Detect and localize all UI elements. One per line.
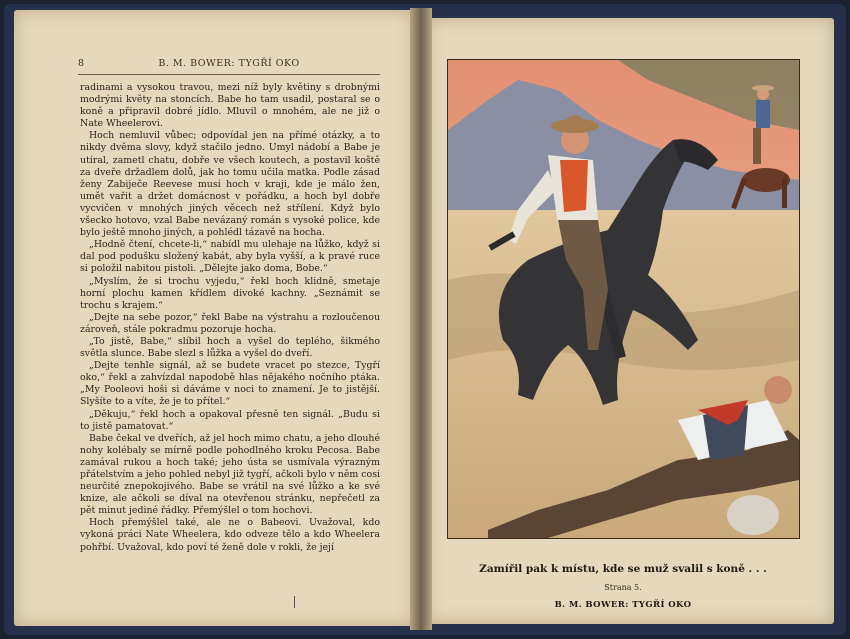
paragraph: Hoch nemluvil vůbec; odpovídal jen na přímé otázky, a to nikdy dvěma slovy, když stačilo jedno. Umyl nádobí a Babe je utíral, zametl chatu, dobře ve všech koutech, a postavil koště za dveře držadlem dolů, jak ho tomu učila matka. Podle zásad ženy Zabiječe Reevese musí hoch v kraji, kde je málo žen, umět vařit a držet domácnost v pořádku, a hoch byl dobře vycvičen v mnohých jiných věcech než střílení. Když bylo všecko hotovo, vzal Babe nevázaný román s vysoké police, kde bylo ještě mnoho jiných, a pohlédl tázavě na hocha. [80, 130, 380, 239]
plate-footer: B. M. BOWER: TYGŘÍ OKO [554, 600, 692, 610]
paragraph: Hoch přemýšlel také, ale ne o Babeovi. Uvažoval, kdo vykoná práci Nate Wheelera, kdo odveze tělo a kdo Wheelera pohřbí. Uvažoval, kdo poví té ženě dole v rokli, že její [80, 517, 380, 553]
plate-page-note: Strana 5. [604, 583, 642, 592]
page-number: 8 [78, 58, 85, 69]
cowboy-illustration [448, 60, 799, 538]
running-head-title: B. M. BOWER: TYGŘÍ OKO [158, 58, 300, 69]
paragraph: „Hodně čtení, chcete-li,“ nabídl mu ulehaje na lůžko, když si dal pod podušku složený kabát, aby byla vyšší, a k pravé ruce si položil nabitou pistoli. „Dělejte jako doma, Bobe.“ [80, 239, 380, 275]
paragraph: „Děkuju,“ řekl hoch a opakoval přesně ten signál. „Budu si to jistě pamatovat.“ [80, 408, 380, 432]
book-gutter [410, 8, 432, 630]
paragraph: „To jistě, Babe,“ slíbil hoch a vyšel do teplého, šikmého světla slunce. Babe slezl s lůžka a vyšel do dveří. [80, 335, 380, 360]
paragraph: radinami a vysokou travou, mezi níž byly květiny s drobnými modrými květy na stoncích. Babe ho tam usadil, postaral se o koně a připravil dobré jídlo. Mluvil o mnohém, ale ne již o Nate Wheelerovi. [80, 82, 380, 130]
illustration-plate [447, 59, 800, 539]
pencil-mark [294, 596, 295, 608]
body-text [80, 82, 380, 582]
running-header [78, 58, 380, 75]
paragraph: „Myslím, že si trochu vyjedu,“ řekl hoch klidně, smetaje horní plochu kamen křídlem divoké kachny. „Seznámit se trochu s krajem.“ [80, 275, 380, 311]
paragraph: „Dejte na sebe pozor,“ řekl Babe na výstrahu a rozloučenou zároveň, stále pokradmu pozoruje hocha. [80, 311, 380, 335]
paragraph: Babe čekal ve dveřích, až jel hoch mimo chatu, a jeho dlouhé nohy kolébaly se mírně podle pohodlného kroku Pecosa. Babe zamával rukou a hoch také; jeho ústa se usmívala výrazným přátelstvím a jeho pohled nebyl již tygří, ačkoli bylo v něm cosi neurčité znepokojivého. Babe se vrátil na své lůžko a ke své knize, ale ačkoli se díval na otevřenou stránku, nepřečetl za pět minut jediné řádky. Přemýšlel o tom hochovi. [80, 432, 380, 517]
illustration-caption: Zamířil pak k místu, kde se muž svalil s koně . . . [479, 563, 767, 575]
paragraph: „Dejte tenhle signál, až se budete vracet po stezce, Tygří oko,“ řekl a zahvízdal napodobě hlas nějakého nočního ptáka. „My Pooleovi hoši si dáváme v noci to znamení. Je to jistější. Slyšíte to a víte, že je to přítel.“ [80, 360, 380, 408]
